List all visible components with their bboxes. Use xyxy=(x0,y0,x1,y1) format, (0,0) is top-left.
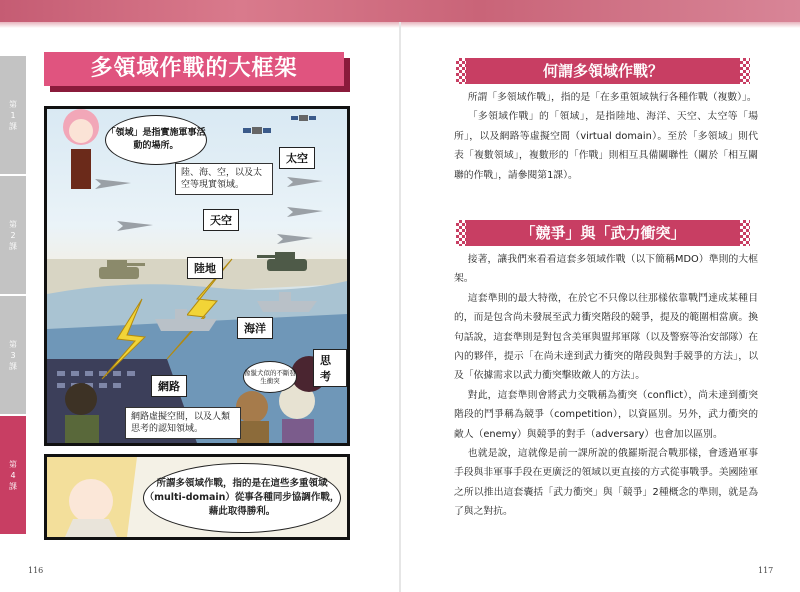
section-header-1 xyxy=(456,58,750,84)
label-land: 陸地 xyxy=(187,257,223,279)
label-thought: 思考 xyxy=(313,349,347,387)
checker-decoration-right xyxy=(740,58,750,84)
chapter-tab-1[interactable]: 第1課 xyxy=(0,56,26,174)
section-title-competition-conflict: 「競爭」與「武力衝突」 xyxy=(456,220,750,246)
left-title-block xyxy=(44,52,350,92)
paragraph: 也就是說，這就像是前一課所說的俄羅斯混合戰那樣，會透過軍事手段與非軍事手段在更廣泛的領域以更直接的方式從事戰爭。美國陸軍之所以推出這套囊括「武力衝突」與「競爭」2種概念的準則，就是為了與之對抗。 xyxy=(454,448,758,518)
label-space: 太空 xyxy=(279,147,315,169)
section-2-body xyxy=(454,250,758,522)
bottom-comic-panel xyxy=(44,454,350,540)
speech-bubble-domain: 「領域」是指實施軍事活動的場所。 xyxy=(105,115,207,165)
paragraph: 「多領域作戰」的「領域」，是指陸地、海洋、天空、太空等「場所」，以及網路等虛擬空間（virtual domain）。至於「多領域」則代表「複數領域」，複數形的「作戰」則相互具備關聯性（關於「相互關聯的作戰」，請參閱第1課）。 xyxy=(454,111,758,181)
chapter-tab-3[interactable]: 第3課 xyxy=(0,296,26,414)
section-header-2 xyxy=(456,220,750,246)
caption-box-physical-domains: 陸、海、空，以及太空等現實領域。 xyxy=(175,163,273,195)
chapter-tab-4[interactable]: 第4課 xyxy=(0,416,26,534)
speech-bubble-thought: 像鬣犬似的不斷發生衝突 xyxy=(243,361,297,393)
paragraph: 這套準則的最大特徵，在於它不只像以往那樣依靠戰鬥達成某種目的，而是包含尚未發展至武力衝突階段的競爭，提及的範圍相當廣。換句話說，這套準則是對包含美軍與盟邦軍隊（以及警察等治安部隊）在內的夥伴，提示「在尚未達到武力衝突的階段與對手競爭的方法」，以及「依據需求以武力衝突擊敗敵人的方法」。 xyxy=(454,292,758,382)
checker-decoration-left xyxy=(456,220,466,246)
summary-speech-bubble: 所謂多領域作戰，指的是在這些多重領域（multi-domain）從事各種同步協調作戰，藉此取得勝利。 xyxy=(143,463,341,533)
section-title-what-is-mdo: 何謂多領域作戰？ xyxy=(456,58,750,84)
comic-panel xyxy=(44,106,350,446)
top-decorative-band xyxy=(0,0,800,22)
page-gutter xyxy=(399,22,401,592)
label-cyber: 網路 xyxy=(151,375,187,397)
page-title: 多領域作戰的大框架 xyxy=(44,52,344,86)
paragraph: 對此，這套準則會將武力交戰稱為衝突（conflict），尚未達到衝突階段的鬥爭稱為競爭（competition），以資區別。另外，武力衝突的敵人（enemy）與競爭的對手（adversary）也會加以區別。 xyxy=(454,389,758,440)
label-sea: 海洋 xyxy=(237,317,273,339)
label-air: 天空 xyxy=(203,209,239,231)
paragraph: 接著，讓我們來看看這套多領域作戰（以下簡稱MDO）準則的大框架。 xyxy=(454,254,758,285)
caption-box-cyber-cognitive: 網路虛擬空間，以及人類思考的認知領域。 xyxy=(125,407,241,439)
section-1-body xyxy=(454,88,758,185)
checker-decoration-left xyxy=(456,58,466,84)
paragraph: 所謂「多領域作戰」，指的是「在多重領域執行各種作戰（複數）」。 xyxy=(467,92,757,103)
page-number-left: 116 xyxy=(28,566,44,575)
page-number-right: 117 xyxy=(758,566,774,575)
checker-decoration-right xyxy=(740,220,750,246)
chapter-tab-2[interactable]: 第2課 xyxy=(0,176,26,294)
